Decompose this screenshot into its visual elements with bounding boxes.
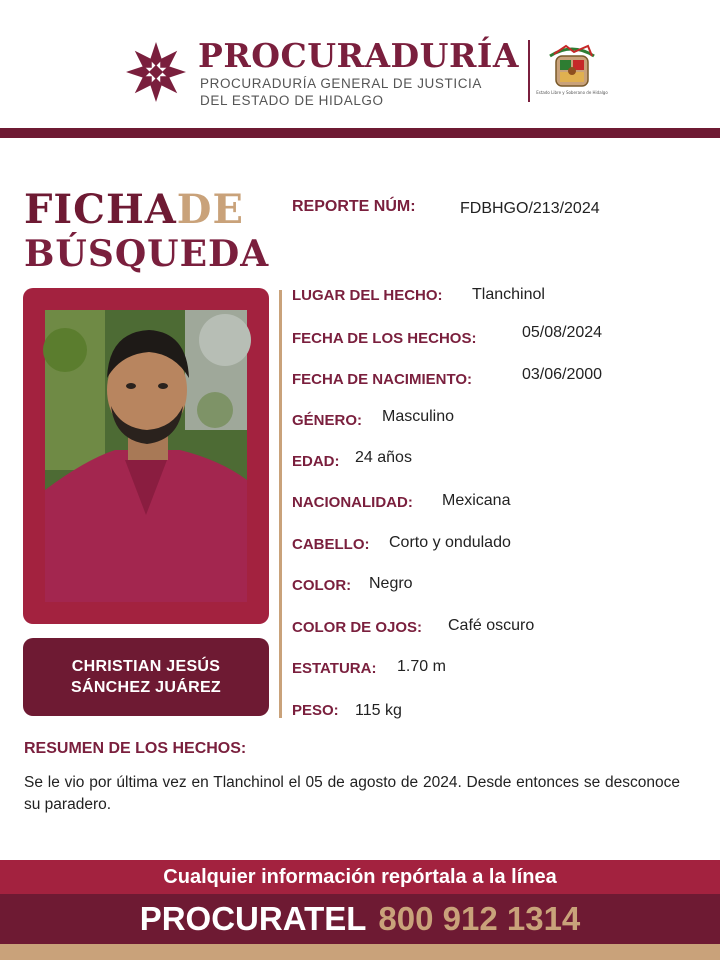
field-genero — [292, 408, 455, 430]
seal-caption: Estado Libre y Soberano de Hidalgo — [536, 90, 608, 95]
page-title-ficha — [24, 186, 244, 233]
vertical-divider — [279, 290, 282, 718]
field-label: PESO: — [292, 702, 339, 719]
field-label: COLOR DE OJOS: — [292, 619, 423, 636]
report-number-value: FDBHGO/213/2024 — [460, 200, 600, 217]
person-name-line1: CHRISTIAN JESÚS — [71, 658, 221, 675]
field-label: CABELLO: — [292, 536, 370, 553]
page-title-busqueda: BÚSQUEDA — [24, 233, 270, 275]
field-value: 115 kg — [355, 702, 402, 719]
field-label: FECHA DE LOS HECHOS: — [292, 330, 477, 347]
hidalgo-state-seal-icon — [536, 38, 608, 102]
summary-title: RESUMEN DE LOS HECHOS: — [24, 740, 247, 757]
field-fecha-hechos — [292, 324, 603, 348]
report-number-label: REPORTE NÚM: — [292, 198, 416, 215]
person-photo — [45, 310, 247, 602]
field-value: 03/06/2000 — [522, 366, 603, 383]
hotline-name: PROCURATEL — [139, 900, 367, 937]
brand-title: PROCURADURÍA — [198, 36, 519, 75]
field-value: 24 años — [355, 449, 412, 466]
field-value: Mexicana — [442, 492, 511, 509]
summary-text: Se le vio por última vez en Tlanchinol el 05 de agosto de 2024. Desde entonces se desconoce su paradero. — [24, 774, 680, 813]
field-value: Café oscuro — [448, 617, 535, 634]
field-estatura — [292, 658, 446, 678]
footer-call-to-action-bar — [0, 860, 720, 894]
field-color-ojos — [292, 617, 535, 637]
header-divider — [528, 40, 530, 102]
field-label: EDAD: — [292, 453, 340, 470]
field-label: ESTATURA: — [292, 660, 377, 677]
field-label: NACIONALIDAD: — [292, 494, 413, 511]
footer-hotline-bar — [0, 894, 720, 944]
field-peso — [292, 702, 402, 720]
field-nacionalidad — [292, 492, 511, 512]
field-value: 1.70 m — [397, 658, 446, 675]
field-value: Masculino — [382, 408, 455, 425]
field-color — [292, 575, 413, 595]
field-value: 05/08/2024 — [522, 324, 603, 341]
field-edad — [292, 449, 412, 471]
procuraduria-star-logo-icon — [124, 40, 188, 104]
person-name-box — [23, 638, 269, 716]
footer-strip — [0, 944, 720, 960]
field-value: Tlanchinol — [472, 286, 545, 303]
field-label: FECHA DE NACIMIENTO: — [292, 371, 472, 388]
brand-subtitle-line2: DEL ESTADO DE HIDALGO — [200, 93, 384, 108]
field-value: Corto y ondulado — [389, 534, 511, 551]
title-word-ficha: FICHA — [24, 186, 177, 233]
header-bar — [0, 128, 720, 138]
person-name-line2: SÁNCHEZ JUÁREZ — [71, 679, 221, 696]
hotline-number: 800 912 1314 — [378, 900, 581, 937]
field-label: GÉNERO: — [292, 412, 363, 429]
footer-call-to-action: Cualquier información repórtala a la línea — [163, 865, 557, 888]
field-label: COLOR: — [292, 577, 352, 594]
field-fecha-nacimiento — [292, 366, 603, 389]
title-word-de: DE — [176, 186, 244, 233]
field-label: LUGAR DEL HECHO: — [292, 287, 443, 304]
field-lugar — [292, 286, 545, 305]
field-value: Negro — [369, 575, 413, 592]
brand-subtitle-line1: PROCURADURÍA GENERAL DE JUSTICIA — [200, 76, 482, 91]
field-cabello — [292, 534, 511, 554]
